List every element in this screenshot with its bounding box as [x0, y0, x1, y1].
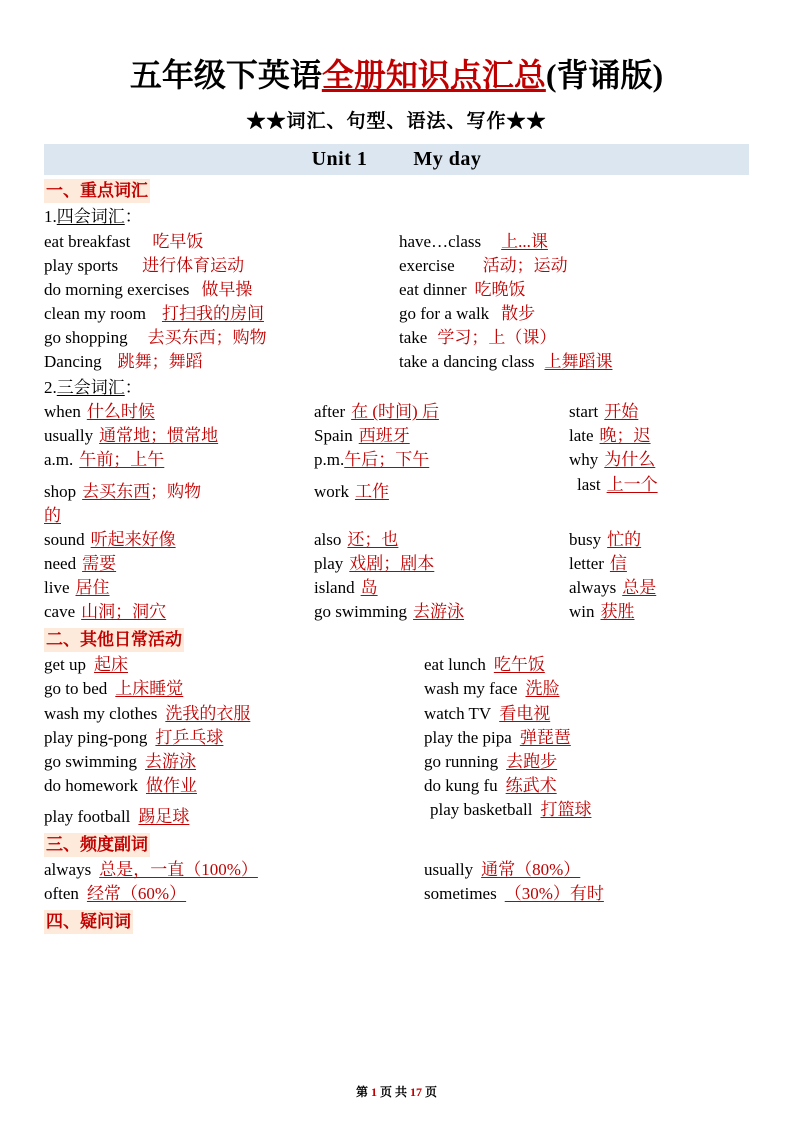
vocab-en: island: [314, 578, 355, 598]
activity-en: watch TV: [424, 703, 492, 723]
vocab-row-continuation: [44, 504, 749, 528]
activity-cn: 起床: [94, 655, 129, 675]
footer-page-number: 1: [370, 1085, 377, 1099]
section-2-heading-wrap: [44, 624, 749, 653]
vocab-cn: 居住: [75, 578, 110, 598]
unit-name: My day: [413, 148, 482, 171]
vocab-en: eat breakfast: [44, 231, 131, 251]
vocab-cn: 打扫我的房间: [161, 304, 264, 324]
vocab-cn: 为什么: [604, 450, 656, 470]
activity-en: go to bed: [44, 679, 108, 699]
activity-row: [44, 702, 749, 726]
section-3-heading: 三、频度副词: [44, 833, 150, 857]
vocab-en: last: [577, 474, 601, 494]
page-footer: [0, 1083, 793, 1100]
vocab-cn: 午后；下午: [344, 450, 430, 470]
page-title: [44, 56, 749, 94]
vocab-row: [44, 400, 749, 424]
vocab-row: [44, 552, 749, 576]
daily-activities-list: [44, 653, 749, 829]
activity-cn: 洗我的衣服: [165, 703, 251, 723]
vocab-cn: 西班牙: [358, 426, 410, 446]
adverb-row: [44, 882, 749, 906]
vocab-cn: 听起来好像: [90, 529, 176, 549]
title-part-2: 全册知识点汇总: [321, 57, 546, 93]
vocab-row: [44, 473, 749, 504]
section-3-heading-wrap: [44, 829, 749, 858]
vocab-en: letter: [569, 554, 604, 574]
activity-en: play basketball: [430, 800, 533, 820]
activity-en: wash my face: [424, 679, 518, 699]
vocab-cn: 的: [44, 505, 61, 525]
activity-en: get up: [44, 655, 87, 675]
vocab-cn: 吃早饭: [152, 231, 204, 251]
vocab-cn: 总是: [622, 578, 657, 598]
activity-en: wash my clothes: [44, 703, 158, 723]
section-4-heading-wrap: [44, 906, 749, 935]
unit-number: Unit 1: [311, 148, 368, 171]
vocab-row: [44, 302, 749, 326]
vocab-row: [44, 424, 749, 448]
vocab-en: go shopping: [44, 328, 128, 348]
vocab-en: a.m.: [44, 450, 74, 470]
vocab-cn: 还；也: [347, 529, 399, 549]
adverb-en: usually: [424, 860, 474, 880]
vocab-en: late: [569, 426, 594, 446]
vocab-en: have…class: [399, 231, 482, 251]
vocab-en: Dancing: [44, 352, 102, 372]
vocab-en: p.m.: [314, 450, 345, 470]
footer-prefix: 第: [355, 1085, 368, 1099]
activity-cn: 看电视: [499, 703, 551, 723]
vocab-cn: 戏剧；剧本: [349, 554, 435, 574]
vocab-en: take a dancing class: [399, 352, 535, 372]
activity-en: play ping-pong: [44, 727, 148, 747]
activity-cn: 踢足球: [138, 807, 190, 827]
section-1-sub2: 2.三会词汇：: [44, 377, 142, 397]
activity-cn: 去游泳: [145, 751, 197, 771]
four-skills-list: [44, 230, 749, 375]
footer-total-pages: 17: [410, 1085, 422, 1099]
vocab-row: [44, 448, 749, 472]
vocab-en: do morning exercises: [44, 280, 190, 300]
section-4-heading: 四、疑问词: [44, 910, 133, 934]
activity-row: [44, 750, 749, 774]
activity-cn: 弹琵琶: [519, 727, 571, 747]
activity-en: go running: [424, 751, 499, 771]
vocab-en: play sports: [44, 255, 119, 275]
page-subtitle: ★★词汇、句型、语法、写作★★: [246, 111, 547, 133]
vocab-en: why: [569, 450, 599, 470]
vocab-en: also: [314, 529, 342, 549]
section-1-sub1: 1.四会词汇：: [44, 207, 142, 227]
adverb-en: always: [44, 860, 92, 880]
vocab-cn: 开始: [604, 402, 639, 422]
activity-en: do homework: [44, 775, 138, 795]
vocab-cn: 午前；上午: [79, 450, 165, 470]
adverb-cn: 总是，一直（100%）: [99, 860, 258, 880]
title-part-3: (背诵版): [545, 57, 664, 93]
footer-suffix: 页: [425, 1085, 438, 1099]
vocab-en: shop: [44, 481, 77, 501]
vocab-cn: 晚；迟: [599, 426, 651, 446]
vocab-en: go swimming: [314, 602, 408, 622]
title-part-1: 五年级下英语: [129, 57, 322, 93]
vocab-cn-tail: ；购物: [150, 481, 202, 501]
vocab-en: always: [569, 578, 617, 598]
activity-en: do kung fu: [424, 775, 498, 795]
adverb-row: [44, 858, 749, 882]
vocab-cn: 上舞蹈课: [544, 352, 613, 372]
vocab-cn: 学习；上（课）: [437, 328, 557, 348]
activity-row: [44, 653, 749, 677]
frequency-adverbs-list: [44, 858, 749, 906]
vocab-en: work: [314, 481, 349, 501]
vocab-row: [44, 326, 749, 350]
unit-banner: [44, 144, 749, 175]
vocab-cn: 什么时候: [86, 402, 155, 422]
vocab-row: [44, 254, 749, 278]
vocab-en: cave: [44, 602, 76, 622]
vocab-cn: 吃晚饭: [474, 280, 526, 300]
adverb-en: sometimes: [424, 884, 497, 904]
vocab-en: live: [44, 578, 70, 598]
vocab-cn: 上...课: [501, 231, 548, 251]
vocab-en: start: [569, 402, 599, 422]
vocab-en: take: [399, 328, 428, 348]
activity-en: eat lunch: [424, 655, 486, 675]
vocab-cn: 山洞；洞穴: [81, 602, 167, 622]
adverb-cn: （30%）有时: [504, 884, 604, 904]
activity-row: [44, 726, 749, 750]
activity-cn: 练武术: [505, 775, 557, 795]
vocab-row: [44, 576, 749, 600]
vocab-cn: 岛: [360, 578, 378, 598]
activity-cn: 打乒乓球: [155, 727, 224, 747]
activity-cn: 洗脸: [525, 679, 560, 699]
vocab-en: Spain: [314, 426, 353, 446]
activity-row: [44, 798, 749, 829]
vocab-cn: 做早操: [201, 280, 253, 300]
vocab-en: when: [44, 402, 81, 422]
activity-en: go swimming: [44, 751, 138, 771]
vocab-cn: 获胜: [600, 602, 635, 622]
activity-cn: 打篮球: [540, 800, 592, 820]
vocab-cn: 跳舞；舞蹈: [117, 352, 203, 372]
vocab-en: clean my room: [44, 304, 146, 324]
activity-cn: 做作业: [145, 775, 197, 795]
vocab-cn: 去买东西: [82, 481, 151, 501]
vocab-cn: 需要: [82, 554, 117, 574]
activity-en: play the pipa: [424, 727, 512, 747]
vocab-row: [44, 230, 749, 254]
activity-cn: 吃午饭: [493, 655, 545, 675]
vocab-cn: 工作: [354, 481, 389, 501]
vocab-row: [44, 528, 749, 552]
vocab-en: sound: [44, 529, 85, 549]
vocab-cn: 活动；运动: [482, 255, 568, 275]
adverb-cn: 通常（80%）: [481, 860, 581, 880]
vocab-en: win: [569, 602, 595, 622]
vocab-cn: 在 (时间) 后: [351, 402, 439, 422]
three-skills-list: [44, 400, 749, 624]
vocab-en: busy: [569, 529, 602, 549]
vocab-cn: 通常地；惯常地: [99, 426, 219, 446]
vocab-en: eat dinner: [399, 280, 467, 300]
section-2-heading: 二、其他日常活动: [44, 628, 184, 652]
section-1-heading-wrap: [44, 175, 749, 204]
vocab-cn: 信: [609, 554, 627, 574]
vocab-cn: 去游泳: [413, 602, 465, 622]
vocab-cn: 上一个: [606, 474, 658, 494]
activity-en: play football: [44, 807, 131, 827]
vocab-en: usually: [44, 426, 94, 446]
vocab-cn: 进行体育运动: [142, 255, 245, 275]
vocab-row: [44, 600, 749, 624]
footer-middle: 页 共: [379, 1085, 407, 1099]
vocab-row: [44, 350, 749, 374]
vocab-cn: 忙的: [607, 529, 642, 549]
activity-row: [44, 677, 749, 701]
adverb-cn: 经常（60%）: [86, 884, 187, 904]
vocab-cn: 散步: [501, 304, 536, 324]
vocab-en: need: [44, 554, 77, 574]
vocab-en: play: [314, 554, 344, 574]
vocab-en: go for a walk: [399, 304, 490, 324]
adverb-en: often: [44, 884, 79, 904]
vocab-row: [44, 278, 749, 302]
vocab-cn: 去买东西；购物: [147, 328, 267, 348]
vocab-en: after: [314, 402, 346, 422]
activity-cn: 去跑步: [506, 751, 558, 771]
activity-cn: 上床睡觉: [115, 679, 184, 699]
vocab-en: exercise: [399, 255, 455, 275]
activity-row: [44, 774, 749, 798]
section-1-heading: 一、重点词汇: [44, 179, 150, 203]
